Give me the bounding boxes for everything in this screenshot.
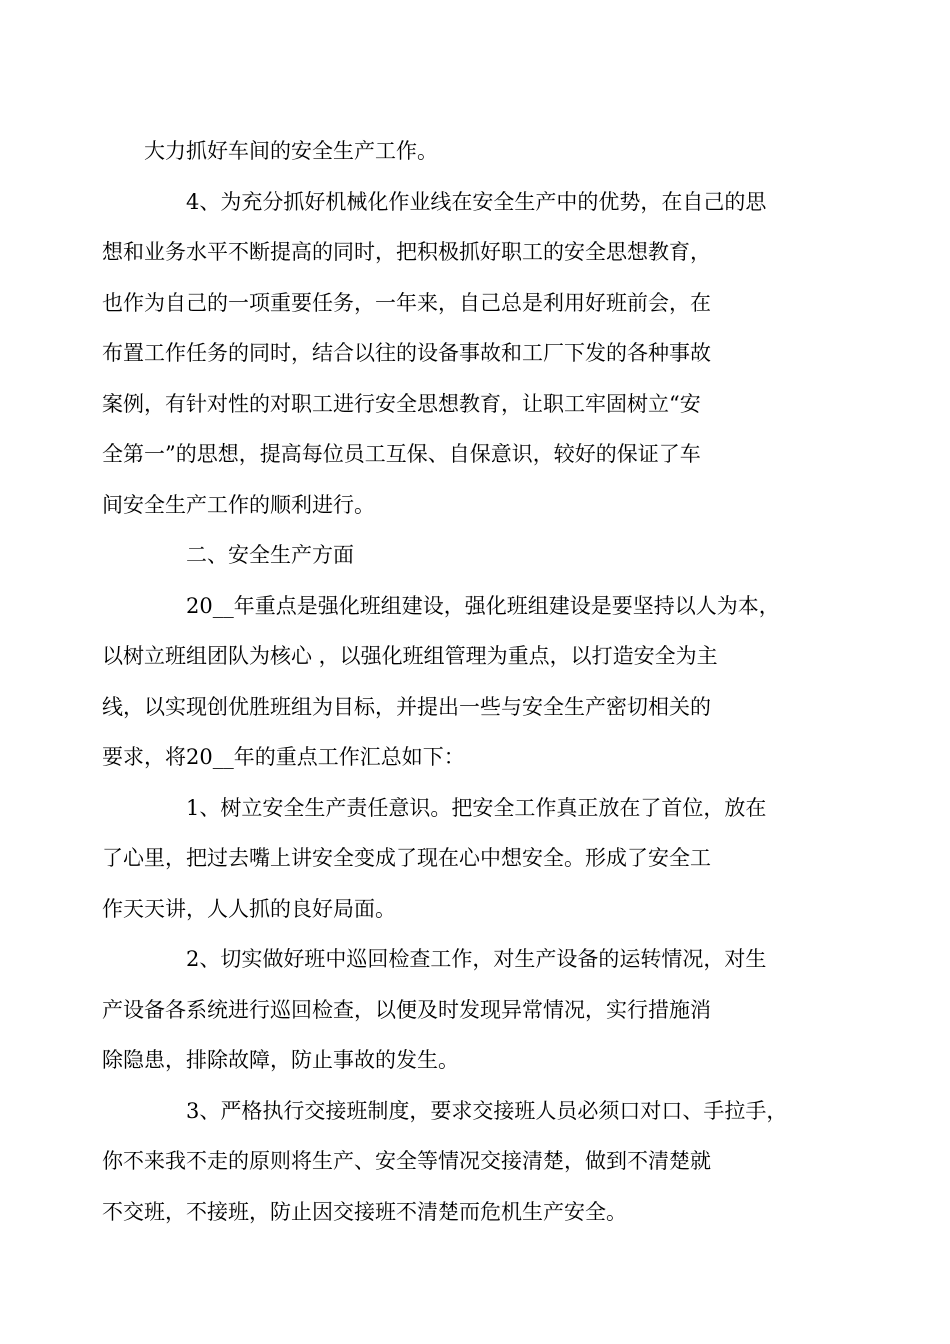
text-line: 4、为充分抓好机械化作业线在安全生产中的优势，在自己的思 xyxy=(186,189,767,214)
paragraph-item-1 xyxy=(102,783,808,935)
paragraph-item-3 xyxy=(102,1086,808,1238)
text-line: 也作为自己的一项重要任务，一年来，自己总是利用好班前会，在 xyxy=(102,290,711,315)
section-heading xyxy=(144,530,808,581)
text-line: 布置工作任务的同时，结合以往的设备事故和工厂下发的各种事故 xyxy=(102,341,711,365)
text-line: 产设备各系统进行巡回检查，以便及时发现异常情况，实行措施消 xyxy=(102,997,711,1022)
document-page xyxy=(102,126,808,1237)
text-line: 全第一”的思想，提高每位员工互保、自保意识，较好的保证了车 xyxy=(102,442,701,466)
text-line: 1、树立安全生产责任意识。把安全工作真正放在了首位，放在 xyxy=(186,795,767,820)
paragraph-item-4 xyxy=(102,177,808,531)
text-line: 二、安全生产方面 xyxy=(186,543,354,567)
text-line: 了心里，把过去嘴上讲安全变成了现在心中想安全。形成了安全工 xyxy=(102,846,711,870)
text-line: 想和业务水平不断提高的同时，把积极抓好职工的安全思想教育， xyxy=(102,240,711,264)
text-line: 作天天讲，人人抓的良好局面。 xyxy=(102,896,396,921)
text-line: 你不来我不走的原则将生产、安全等情况交接清楚，做到不清楚就 xyxy=(102,1149,711,1173)
text-line: 20__年重点是强化班组建设，强化班组建设是要坚持以人为本， xyxy=(186,593,780,618)
text-line: 3、严格执行交接班制度，要求交接班人员必须口对口、手拉手， xyxy=(186,1098,788,1123)
text-line: 以树立班组团队为核心 ，以强化班组管理为重点，以打造安全为主 xyxy=(102,644,718,668)
paragraph-continuation xyxy=(144,126,808,177)
text-line: 不交班，不接班，防止因交接班不清楚而危机生产安全。 xyxy=(102,1199,627,1224)
paragraph-item-2 xyxy=(102,934,808,1086)
text-line: 要求，将20__年的重点工作汇总如下： xyxy=(102,745,465,769)
text-line: 2、切实做好班中巡回检查工作，对生产设备的运转情况，对生 xyxy=(186,947,767,971)
text-line: 间安全生产工作的顺利进行。 xyxy=(102,492,375,517)
text-line: 大力抓好车间的安全生产工作。 xyxy=(144,139,438,163)
text-line: 线，以实现创优胜班组为目标，并提出一些与安全生产密切相关的 xyxy=(102,694,711,719)
paragraph-intro xyxy=(102,581,808,783)
text-line: 案例，有针对性的对职工进行安全思想教育，让职工牢固树立“安 xyxy=(102,391,701,416)
text-line: 除隐患，排除故障，防止事故的发生。 xyxy=(102,1048,459,1072)
